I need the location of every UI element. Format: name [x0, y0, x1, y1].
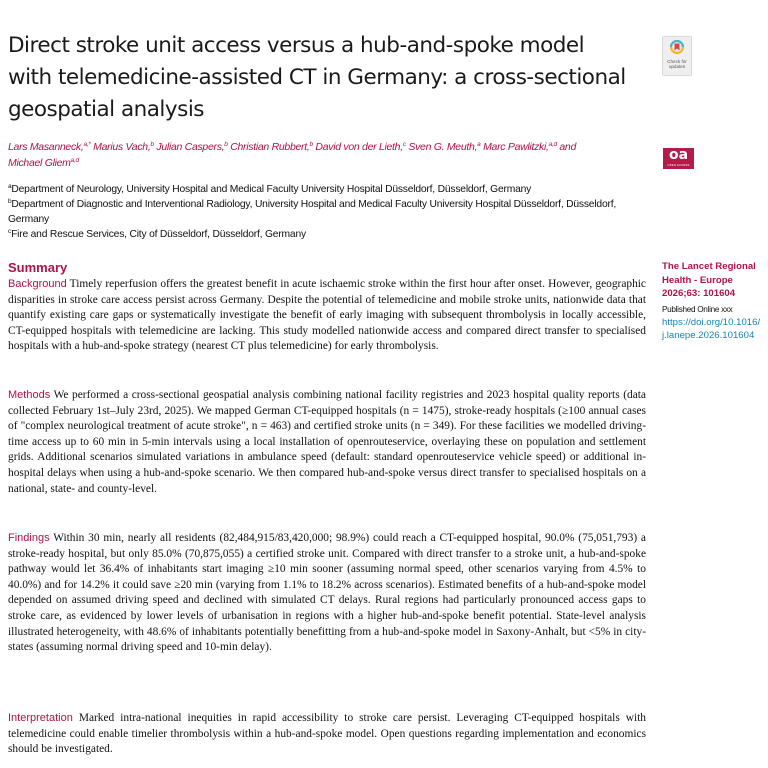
- methods-label: Methods: [8, 389, 51, 401]
- open-access-icon: oa: [668, 147, 689, 163]
- author[interactable]: Lars Masanneck,$^{a,*}$: [8, 141, 91, 153]
- background-text: Timely reperfusion offers the greatest benefit in acute ischaemic stroke within the first hour after onset. However, geographic disparities in stroke care access persist across Germany. Despite the potential of telemedicine and mobile stroke units, nationwide data that quantify existing care gaps or systematically investigate the benefit of early imaging with subsequent thrombolysis in locally accessible, CT-equipped hospitals with telemedicine are lacking. This study modelled nationwide access and compared direct transfer to specialised hospitals with a hub-and-spoke strategy (nearest CT plus telemedicine) for early thrombolysis.: [8, 278, 646, 353]
- abstract-methods: [8, 388, 646, 497]
- abstract-background: [8, 277, 646, 355]
- author[interactable]: Christian Rubbert,$^b$: [230, 141, 313, 153]
- interpretation-text: Marked intra-national inequities in rapid accessibility to stroke care persist. Leveraging CT-equipped hospitals with telemedicine could enable timelier thrombolysis within a hub-and-spoke model. Open questions regarding implementation and economics should be investigated.: [8, 712, 646, 756]
- affiliation: $^a$Department of Neurology, University Hospital and Medical Faculty University Hospital Düsseldorf, Düsseldorf, Germany: [8, 183, 532, 195]
- interpretation-label: Interpretation: [8, 712, 73, 724]
- abstract-findings: [8, 531, 646, 656]
- author[interactable]: Michael Gliem$^{a,d}$: [8, 157, 79, 169]
- author[interactable]: Julian Caspers,$^b$: [156, 141, 228, 153]
- summary-heading: Summary: [8, 260, 68, 275]
- methods-text: We performed a cross-sectional geospatial analysis combining national facility registries and 2023 hospital quality reports (data collected February 1st–July 23rd, 2025). We mapped German CT-equipped hospitals (n = 1475), stroke-ready hospitals (≥100 annual cases of "complex neurological treatment of acute stroke", n = 463) and certified stroke units (n = 349). For these facilities we modelled driving-time access up to 60 min in 5-min intervals using a local installation of openrouteservice, overlaying these on population and settlement grids. Additional scenarios simulated variations in ambulance speed (default: standard openrouteservice vehicle speed) or additional in-hospital delays when using a hub-and-spoke scenario. We then compared hub-and-spoke versus direct transfer to specialised hospitals on a national, state- and county-level.: [8, 389, 646, 495]
- author[interactable]: Sven G. Meuth,$^a$: [408, 141, 481, 153]
- journal-citation: The Lancet Regional Health - Europe 2026;63: 101604: [662, 261, 756, 299]
- published-online: Published Online xxx: [662, 304, 733, 314]
- check-for-updates-label: Check for updates: [667, 59, 687, 70]
- affiliations: [8, 182, 648, 242]
- author-conjunction: and: [559, 141, 577, 153]
- findings-text: Within 30 min, nearly all residents (82,484,915/83,420,000; 98.9%) could reach a CT-equipped hospital, 90.0% (75,051,793) a stroke-ready hospital, but only 85.0% (70,875,055) a certified stroke unit. Compared with direct transfer to a stroke unit, a hub-and-spoke pathway would let 36.4% of inhabitants start imaging ≥10 min sooner (assuming normal speed, other scenarios varying from 4.5% to 40.0%) and for 14.2% it could save ≥20 min (varying from 1.1% to 18.2% across scenarios). Estimated benefits of a hub-and-spoke model depended on assumed driving speed and declined with simulated CT delays. Rural regions had particularly pronounced access gaps to stroke care, as evidenced by lower levels of urbanisation in regions with a higher hub-and-spoke benefit potential. State-level analysis illustrated heterogeneity, with 48.6% of inhabitants potentially benefitting from a hub-and-spoke model in Saxony-Anhalt, but <5% in city-states (assuming normal driving speed and 10-min delay).: [8, 532, 646, 654]
- doi-link[interactable]: https://doi.org/10.1016/j.lanepe.2026.101604: [662, 316, 761, 341]
- open-access-sublabel: OPEN ACCESS: [667, 163, 690, 167]
- author-list: [8, 139, 608, 171]
- findings-label: Findings: [8, 532, 50, 544]
- open-access-badge: [663, 148, 694, 169]
- author[interactable]: Marius Vach,$^b$: [93, 141, 154, 153]
- article-title: Direct stroke unit access versus a hub-and-spoke model with telemedicine-assisted CT in Germany: a cross-sectional geospatial analysis: [8, 33, 626, 122]
- author[interactable]: Marc Pawlitzki,$^{a,d}$: [483, 141, 557, 153]
- check-for-updates-button[interactable]: [662, 36, 692, 76]
- affiliation: $^c$Fire and Rescue Services, City of Düsseldorf, Düsseldorf, Germany: [8, 228, 306, 240]
- affiliation: $^b$Department of Diagnostic and Interventional Radiology, University Hospital and Medical Faculty University Hospital Düsseldorf, Düsseldorf, Germany: [8, 198, 617, 225]
- abstract-interpretation: [8, 711, 646, 758]
- background-label: Background: [8, 278, 67, 290]
- crossmark-icon: [670, 40, 684, 57]
- journal-sidebar: [662, 260, 762, 343]
- author[interactable]: David von der Lieth,$^c$: [315, 141, 406, 153]
